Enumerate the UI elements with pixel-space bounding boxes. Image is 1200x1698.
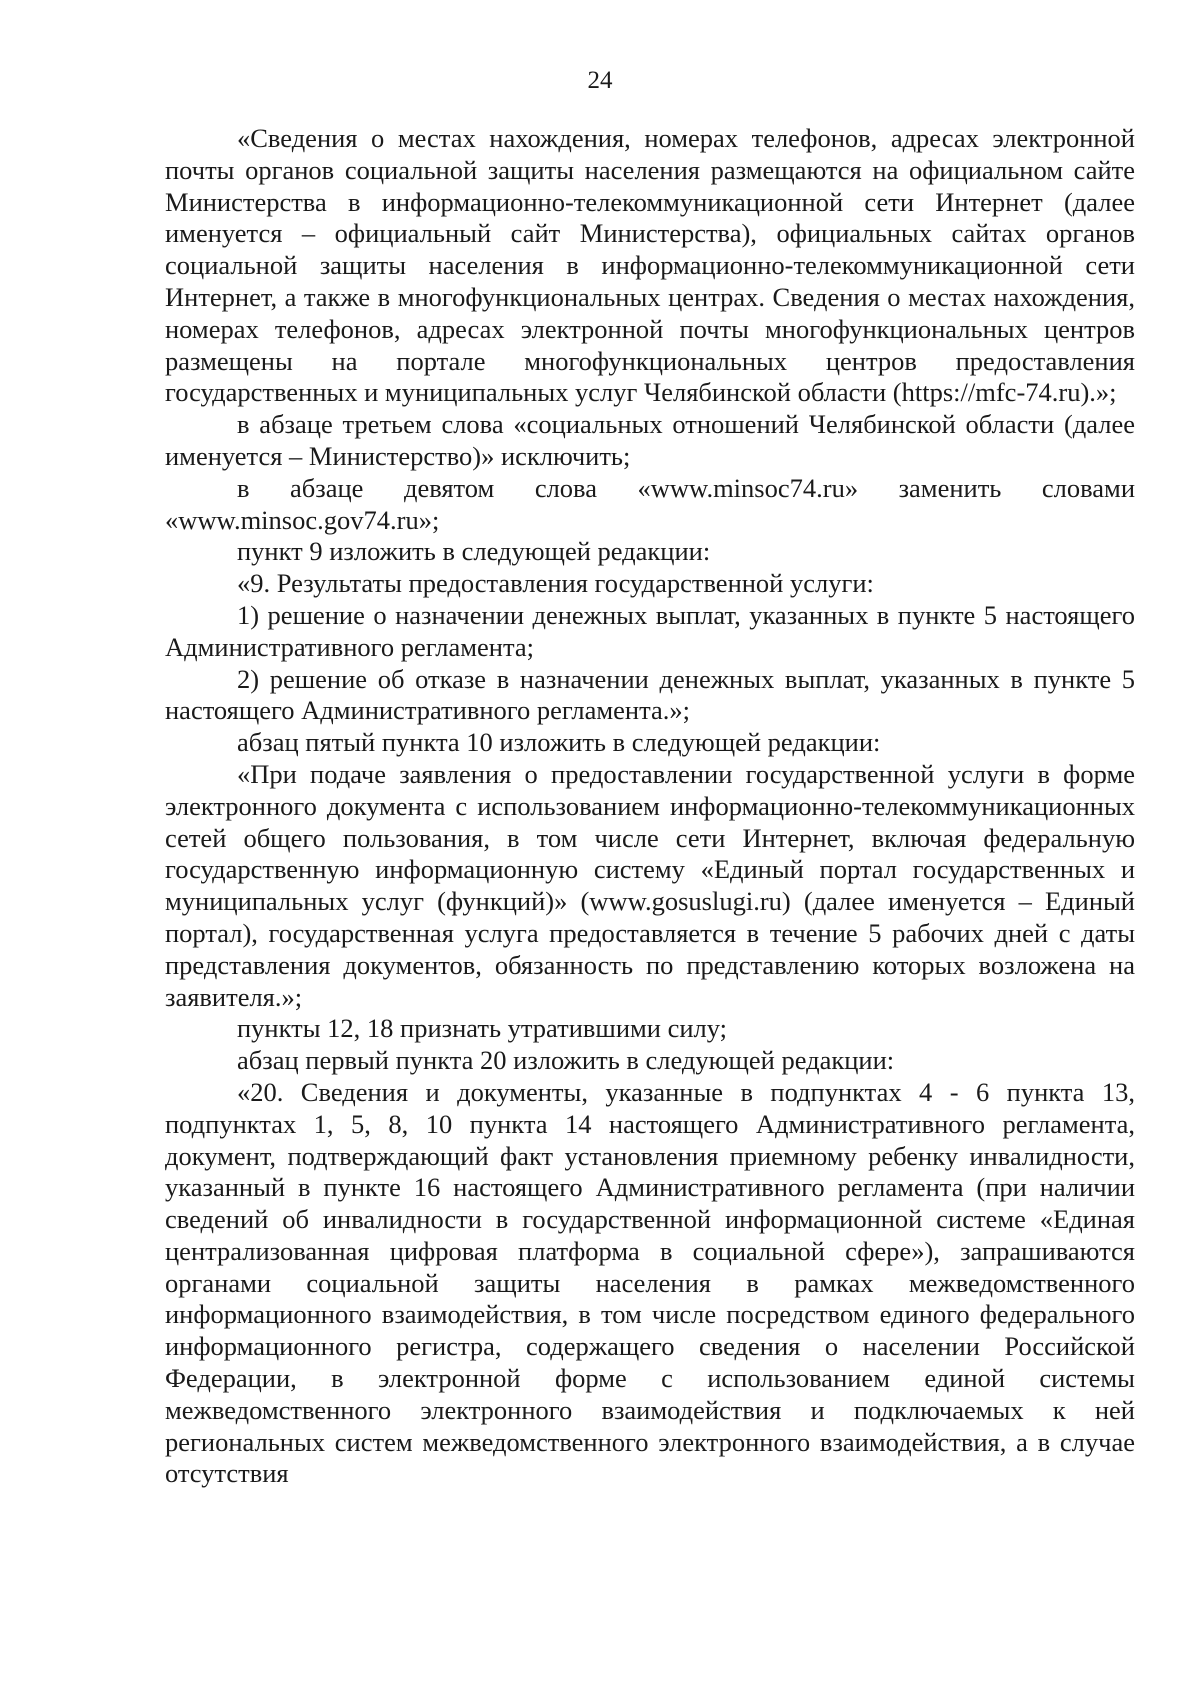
paragraph-point-9-intro: пункт 9 изложить в следующей редакции:	[237, 536, 711, 567]
paragraph-points-12-18: пункты 12, 18 признать утратившими силу;	[237, 1013, 728, 1044]
document-body	[165, 123, 1135, 1490]
page-number: 24	[587, 67, 613, 94]
paragraph-result-2: 2) решение об отказе в назначении денежных выплат, указанных в пункте 5 настоящего Административного регламента.»;	[165, 663, 1135, 726]
paragraph-result-1: 1) решение о назначении денежных выплат, указанных в пункте 5 настоящего Административного регламента;	[165, 599, 1135, 662]
paragraph-point-20-text: «20. Сведения и документы, указанные в подпунктах 4 - 6 пункта 13, подпунктах 1, 5, 8, 10 пункта 14 настоящего Административного регламента, документ, подтверждающий факт установления приемному ребенку инвалидности, указанный в пункте 16 настоящего Административного регламента (при наличии сведений об инвалидности в государственной информационной системе «Единая централизованная цифровая платформа в социальной сфере»), запрашиваются органами социальной защиты населения в рамках межведомственного информационного взаимодействия, в том числе посредством единого федерального информационного регистра, содержащего сведения о населении Российской Федерации, в электронной форме с использованием единой системы межведомственного электронного взаимодействия и подключаемых к ней региональных систем межведомственного электронного взаимодействия, а в случае отсутствия	[165, 1076, 1135, 1489]
paragraph-point-10-intro: абзац пятый пункта 10 изложить в следующей редакции:	[237, 727, 881, 758]
paragraph-point-9-results: «9. Результаты предоставления государственной услуги:	[237, 568, 874, 599]
paragraph-amend-ninth-abzac: в абзаце девятом слова «www.minsoc74.ru» заменить словами «www.minsoc.gov74.ru»;	[165, 472, 1135, 535]
paragraph-point-20-intro: абзац первый пункта 20 изложить в следующей редакции:	[237, 1045, 895, 1076]
paragraph-point-10-text: «При подаче заявления о предоставлении государственной услуги в форме электронного документа с использованием информационно-телекоммуникационных сетей общего пользования, в том числе сети Интернет, включая федеральную государственную информационную систему «Единый портал государственных и муниципальных услуг (функций)» (www.gosuslugi.ru) (далее именуется – Единый портал), государственная услуга предоставляется в течение 5 рабочих дней с даты представления документов, обязанность по представлению которых возложена на заявителя.»;	[165, 758, 1135, 1012]
paragraph-amend-third-abzac: в абзаце третьем слова «социальных отношений Челябинской области (далее именуется – Министерство)» исключить;	[165, 409, 1135, 471]
paragraph-contacts-info: «Сведения о местах нахождения, номерах телефонов, адресах электронной почты органов социальной защиты населения размещаются на официальном сайте Министерства в информационно-телекоммуникационной сети Интернет (далее именуется – официальный сайт Министерства), официальных сайтах органов социальной защиты населения в информационно-телекоммуникационной сети Интернет, а также в многофункциональных центрах. Сведения о местах нахождения, номерах телефонов, адресах электронной почты многофункциональных центров размещены на портале многофункциональных центров предоставления государственных и муниципальных услуг Челябинской области (https://mfc-74.ru).»;	[165, 123, 1135, 408]
